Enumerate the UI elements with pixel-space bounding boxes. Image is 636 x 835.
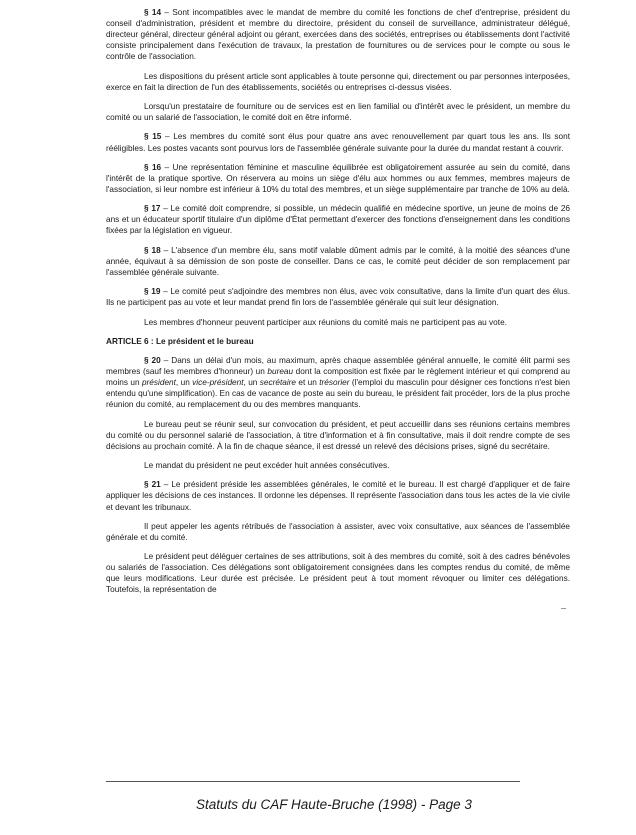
paragraph-text: – Une représentation féminine et masculine équilibrée est obligatoirement assurée au sein du comité, dans l'intérêt de la pratique sportive. On réservera au moins un siège d'élu aux hommes ou aux femmes, membres majeurs de l'association, si leur nombre est inférieur à 10% du total des membres, et un siège supplémentaire par tranche de 10% au delà. [106, 162, 571, 194]
paragraph-19 [106, 286, 570, 308]
paragraph-14-prestataire [106, 101, 570, 123]
paragraph-text: dont la composition est fixée par le règlement intérieur et qui comprend au moins un [106, 367, 570, 388]
paragraph-21-delegation [106, 551, 570, 595]
footer-divider [106, 781, 520, 782]
paragraph-18 [106, 245, 570, 278]
paragraph-14-dispositions [106, 71, 570, 93]
paragraph-text: – Le comité peut s'adjoindre des membres non élus, avec voix consultative, dans la limite d'un quart des élus. Ils ne participent pas au vote et leur mandat prend fin lors de l'assemblée générale qui suit leur désignation. [106, 287, 570, 308]
paragraph-text: – Sont incompatibles avec le mandat de membre du comité les fonctions de chef d'entreprise, président du conseil d'administration, président et membre du directoire, président du conseil de surveillance, administrateur délégué, directeur général, directeur général adjoint ou gérant, exercées dans des sociétés, entreprises ou établissements dont l'activité consiste principalement dans l'exécution de travaux, la prestation de fournitures ou de services pour le compte ou sous le contrôle de l'association. [106, 8, 570, 62]
paragraph-text: et un [296, 378, 320, 388]
term-vice-president: vice-président [192, 378, 244, 388]
paragraph-text: , un [175, 378, 193, 388]
paragraph-20-bureau-reunion [106, 419, 570, 452]
term-secretaire: secrétaire [259, 378, 297, 388]
paragraph-text: – L'absence d'un membre élu, sans motif valable dûment admis par le comité, à la moitié des séances d'une année, équivaut à sa démission de son poste de conseiller. Dans ce cas, le comité peut décider de son remplacement par l'assemblée générale suivante. [106, 245, 570, 277]
paragraph-text: Il peut appeler les agents rétribués de l'association à assister, avec voix consultative, aux séances de l'assemblée générale et du comité. [106, 521, 570, 542]
paragraph-21-agents [106, 521, 570, 543]
term-tresorier: trésorier [319, 378, 350, 388]
paragraph-text: – Les membres du comité sont élus pour quatre ans avec renouvellement par quart tous les ans. Ils sont rééligibles. Les postes vacants sont pourvus lors de l'assemblée générale suivante pour la durée du mandat restant à couvrir. [106, 132, 570, 153]
paragraph-text: – Le comité doit comprendre, si possible, un médecin qualifié en médecine sportive, un jeune de moins de 26 ans et un éducateur sportif titulaire d'un diplôme d'État permettant d'exercer des fonctions d'enseignement dans les conditions fixées par la législation en vigueur. [106, 204, 571, 236]
paragraph-text: – Le président préside les assemblées générales, le comité et le bureau. Il est chargé d'appliquer et de faire appliquer les décisions de ces instances. Il ordonne les dépenses. Il représente l'association dans tous les actes de la vie civile et devant les tribunaux. [106, 480, 570, 512]
paragraph-text: Le mandat du président ne peut excéder huit années consécutives. [144, 461, 390, 471]
paragraph-17 [106, 203, 570, 236]
page-footer: Statuts du CAF Haute-Bruche (1998) - Page 3 [196, 797, 472, 812]
section-number: § 14 [144, 8, 162, 17]
paragraph-text: (l'emploi du masculin pour désigner ces fonctions n'est bien entendu qu'une simplification). En cas de vacance de poste au sein du bureau, le président fait procéder, lors de la plus proche réunion du comité, au remplacement du ou des membres manquants. [106, 378, 570, 410]
section-number: § 18 [144, 245, 161, 255]
scan-mark [561, 608, 566, 609]
term-president: président [141, 378, 176, 388]
paragraph-text: Lorsqu'un prestataire de fourniture ou de services est en lien familial ou d'intérêt avec le président, un membre du comité ou un salarié de l'association, le comité doit en être informé. [106, 102, 570, 123]
paragraph-19-honneur [106, 317, 570, 328]
paragraph-text: Le bureau peut se réunir seul, sur convocation du président, et peut accueillir dans ses réunions certains membres du comité ou du personnel salarié de l'association, à titre d'information et à fin consultative, mais il doit rendre compte de ses décisions au prochain comité. À la fin de chaque séance, il est dressé un relevé des décisions prises, signé du secrétaire. [106, 419, 570, 451]
paragraph-21 [106, 479, 570, 512]
paragraph-text: , un [243, 378, 260, 388]
section-number: § 15 [144, 132, 162, 142]
term-bureau: bureau [267, 367, 294, 377]
section-number: § 17 [144, 204, 161, 214]
paragraph-text: Le président peut déléguer certaines de ses attributions, soit à des membres du comité, soit à des cadres bénévoles ou salariés de l'association. Ces délégations sont obligatoirement consignées dans les comptes rendus du comité, de même que leurs modifications. Leur durée est précisée. Le président peut à tout moment révoquer ou limiter ces délégations. Toutefois, la représentation de [106, 552, 570, 595]
section-number: § 19 [144, 287, 161, 297]
document-body [106, 7, 570, 604]
paragraph-text: Les dispositions du présent article sont applicables à toute personne qui, directement ou par personnes interposées, exerce en fait la direction de l'un des établissements, sociétés ou entreprises ci-dessus visées. [106, 71, 570, 92]
section-number: § 16 [144, 162, 162, 172]
paragraph-20-mandat [106, 460, 570, 471]
paragraph-15 [106, 131, 570, 153]
article-6-heading: ARTICLE 6 : Le président et le bureau [106, 336, 254, 346]
paragraph-text: – Dans un délai d'un mois, au maximum, après chaque assemblée général annuelle, le comité élit parmi ses membres (sauf les membres d'honneur) un [106, 355, 571, 377]
section-number: § 20 [144, 355, 161, 365]
paragraph-16 [106, 162, 570, 195]
section-number: § 21 [144, 480, 161, 490]
paragraph-14 [106, 7, 570, 62]
paragraph-20 [106, 355, 570, 410]
paragraph-text: Les membres d'honneur peuvent participer aux réunions du comité mais ne participent pas au vote. [144, 317, 507, 327]
